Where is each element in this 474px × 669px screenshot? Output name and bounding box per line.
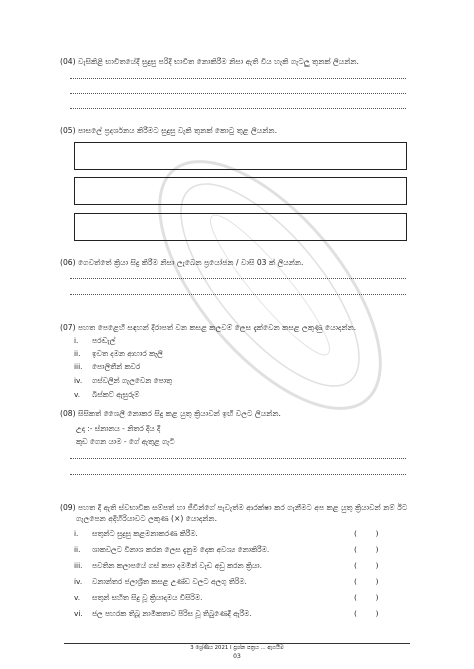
answer-bracket[interactable]: ( ) <box>354 561 379 570</box>
list-item: vi. ජල පහරක තිබූ නාමිකතාව පිරිස වූ තිබුණෙදී ඇරීම. <box>74 609 252 618</box>
footer-divider <box>64 643 410 644</box>
example-line-2: කුඩ ගෙන යාම - ගේ ඇතුළ ගැටි <box>76 437 175 446</box>
answer-line[interactable] <box>70 108 406 109</box>
answer-bracket[interactable]: ( ) <box>354 593 379 602</box>
list-item: iv. ගස්වලින් ගැලවෙන පොතු <box>74 376 173 385</box>
list-item: ii. ශාකවලට විනාශ කරන ලෙස දැනුම දෙක අවශ්‍ය නොකිරීම. <box>74 545 270 554</box>
answer-bracket[interactable]: ( ) <box>354 529 379 538</box>
question-05: (05) පාසලේ ප්‍රදර්ශනය කිරීමට සුදුසු වැකි තුනක් කොටු තුළ ලියන්න. <box>60 126 277 135</box>
question-09: (09) පහත දී ඇති ස්වභාවික සම්පත් හා ජීවීන්ගේ පැවැත්ම ආරක්ෂා කර ගැනීමට අප කළ යුතු ක්‍රියාවන් නම් ඊට <box>60 503 408 512</box>
answer-line[interactable] <box>70 93 406 94</box>
question-08: (08) සිසිකත් ශෛලී නොකර සිදු කළ යුතු ක්‍රියාවන් ඉඟි වලට ලියන්න. <box>60 409 281 418</box>
answer-line[interactable] <box>70 78 406 79</box>
answer-line[interactable] <box>70 458 406 459</box>
page-number: 03 <box>233 653 241 660</box>
answer-line[interactable] <box>70 474 406 475</box>
footer-text: 3 ශ්‍රේණිය 2021 I ප්‍රශ්න පත්‍රය ... ඇගයීම <box>190 645 284 651</box>
answer-bracket[interactable]: ( ) <box>354 609 379 618</box>
list-item: i. සතුන්ට සුදුසු කළමනාකරණ කිරීම. <box>74 529 198 538</box>
list-item: i. පරඬැල් <box>74 336 116 345</box>
answer-line[interactable] <box>70 294 406 295</box>
list-item: iv. වනාන්තර ජලාශ්‍රිත කසළ උණ්ඩ වලට අලගු තිරිම. <box>74 577 247 586</box>
answer-box-3[interactable] <box>74 213 407 241</box>
question-07: (07) පහත පෙළෙහි සඳහන් දිරාපත් වන කසළ කලවම් ලෙස දැක්වෙන කසළ ලකුණු යොදන්න. <box>60 323 357 332</box>
question-06: (06) ගෙවත්තේ ක්‍රියා සිදු කිරීම නිසා ලැබෙන ප්‍රයෝජන / වාසි 03 ක් ලියන්න. <box>60 258 304 267</box>
answer-box-2[interactable] <box>74 177 407 205</box>
answer-line[interactable] <box>70 278 406 279</box>
question-09-cont: ගැලපෙන අදිහිරියාවට ලකුණ (×) යොදන්න. <box>76 514 217 523</box>
example-line: උදා :- ස්නානය - නිතර දිය දී <box>76 424 161 433</box>
answer-bracket[interactable]: ( ) <box>354 545 379 554</box>
answer-bracket[interactable]: ( ) <box>354 577 379 586</box>
list-item: iii. පොලිතීන් කවර <box>74 362 141 371</box>
list-item: ii. ඉවත දමන ආහාර කෑලි <box>74 349 163 358</box>
question-04: (04) වැසිකිළි භාවිතයේදී සුදුසු පරිදි භාවිත නොකිරීම නිසා ඇති විය හැකි ගැටලු තුනක් ලියන්න. <box>60 57 359 66</box>
list-item: v. සතුන් සහිත සිදු වූ ක්‍රියාදාමය විසිරිම. <box>74 593 203 602</box>
list-item: v. බිස්කට් ඇසුරුම් <box>74 390 140 399</box>
answer-box-1[interactable] <box>74 142 407 170</box>
list-item: iii. පවතින කලාපයේ ගස් කපා දමමින් වැඩ අඩු කරන ක්‍රියා. <box>74 561 262 570</box>
